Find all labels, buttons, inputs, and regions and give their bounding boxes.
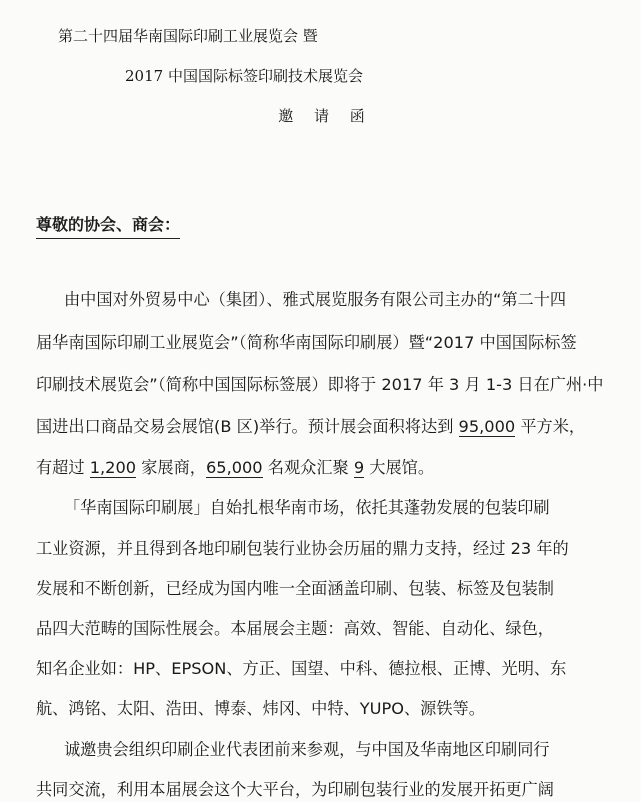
paragraph2-line6: 航、鸿铭、太阳、浩田、博泰、炜冈、中特、YUPO、源铁等。 <box>36 699 485 718</box>
title-line-2: 2017 中国国际标签印刷技术展览会 <box>125 67 363 85</box>
paragraph1-line1: 由中国对外贸易中心（集团）、雅式展览服务有限公司主办的“第二十四 <box>64 290 567 309</box>
paragraph2-line2: 工业资源，并且得到各地印刷包装行业协会历届的鼎力支持，经过 23 年的 <box>36 539 569 558</box>
paragraph2-line3: 发展和不断创新，已经成为国内唯一全面涵盖印刷、包装、标签及包装制 <box>36 579 554 598</box>
paragraph1-line3: 印刷技术展览会”（简称中国国际标签展）即将于 2017 年 3 月 1-3 日在广州·中 <box>36 375 604 394</box>
visitor-count: 65,000 <box>205 458 263 477</box>
text: 平方米， <box>515 417 586 436</box>
paragraph2-line5: 知名企业如：HP、EPSON、方正、国望、中科、德拉根、正博、光明、东 <box>36 659 567 678</box>
paragraph1-line2: 届华南国际印刷工业展览会”（简称华南国际印刷展）暨“2017 中国国际标签 <box>36 333 577 352</box>
text: 大展馆。 <box>364 458 435 477</box>
salutation-text: 尊敬的协会、商会： <box>36 213 180 239</box>
paragraph1-line5 <box>36 456 434 480</box>
exhibition-area-value: 95,000 <box>458 417 516 436</box>
paragraph3-line2: 共同交流，利用本届展会这个大平台，为印刷包装行业的发展开拓更广阔 <box>36 780 554 799</box>
paragraph1-line4 <box>36 415 585 439</box>
paragraph2-line1: 「华南国际印刷展」自始扎根华南市场，依托其蓬勃发展的包装印刷 <box>64 498 550 517</box>
title-invitation: 邀 请 函 <box>278 107 373 125</box>
paragraph2-line4: 品四大范畴的国际性展会。本届展会主题：高效、智能、自动化、绿色， <box>36 619 554 638</box>
paragraph3-line1: 诚邀贵会组织印刷企业代表团前来参观，与中国及华南地区印刷同行 <box>64 740 550 759</box>
exhibitor-count: 1,200 <box>89 458 137 477</box>
text: 国进出口商品交易会展馆(B 区)举行。预计展会面积将达到 <box>36 417 459 436</box>
text: 有超过 <box>36 458 90 477</box>
text: 家展商， <box>136 458 206 477</box>
text: 名观众汇聚 <box>262 458 354 477</box>
salutation <box>36 213 180 239</box>
hall-count: 9 <box>353 458 365 477</box>
title-line-1: 第二十四届华南国际印刷工业展览会 暨 <box>58 27 318 45</box>
